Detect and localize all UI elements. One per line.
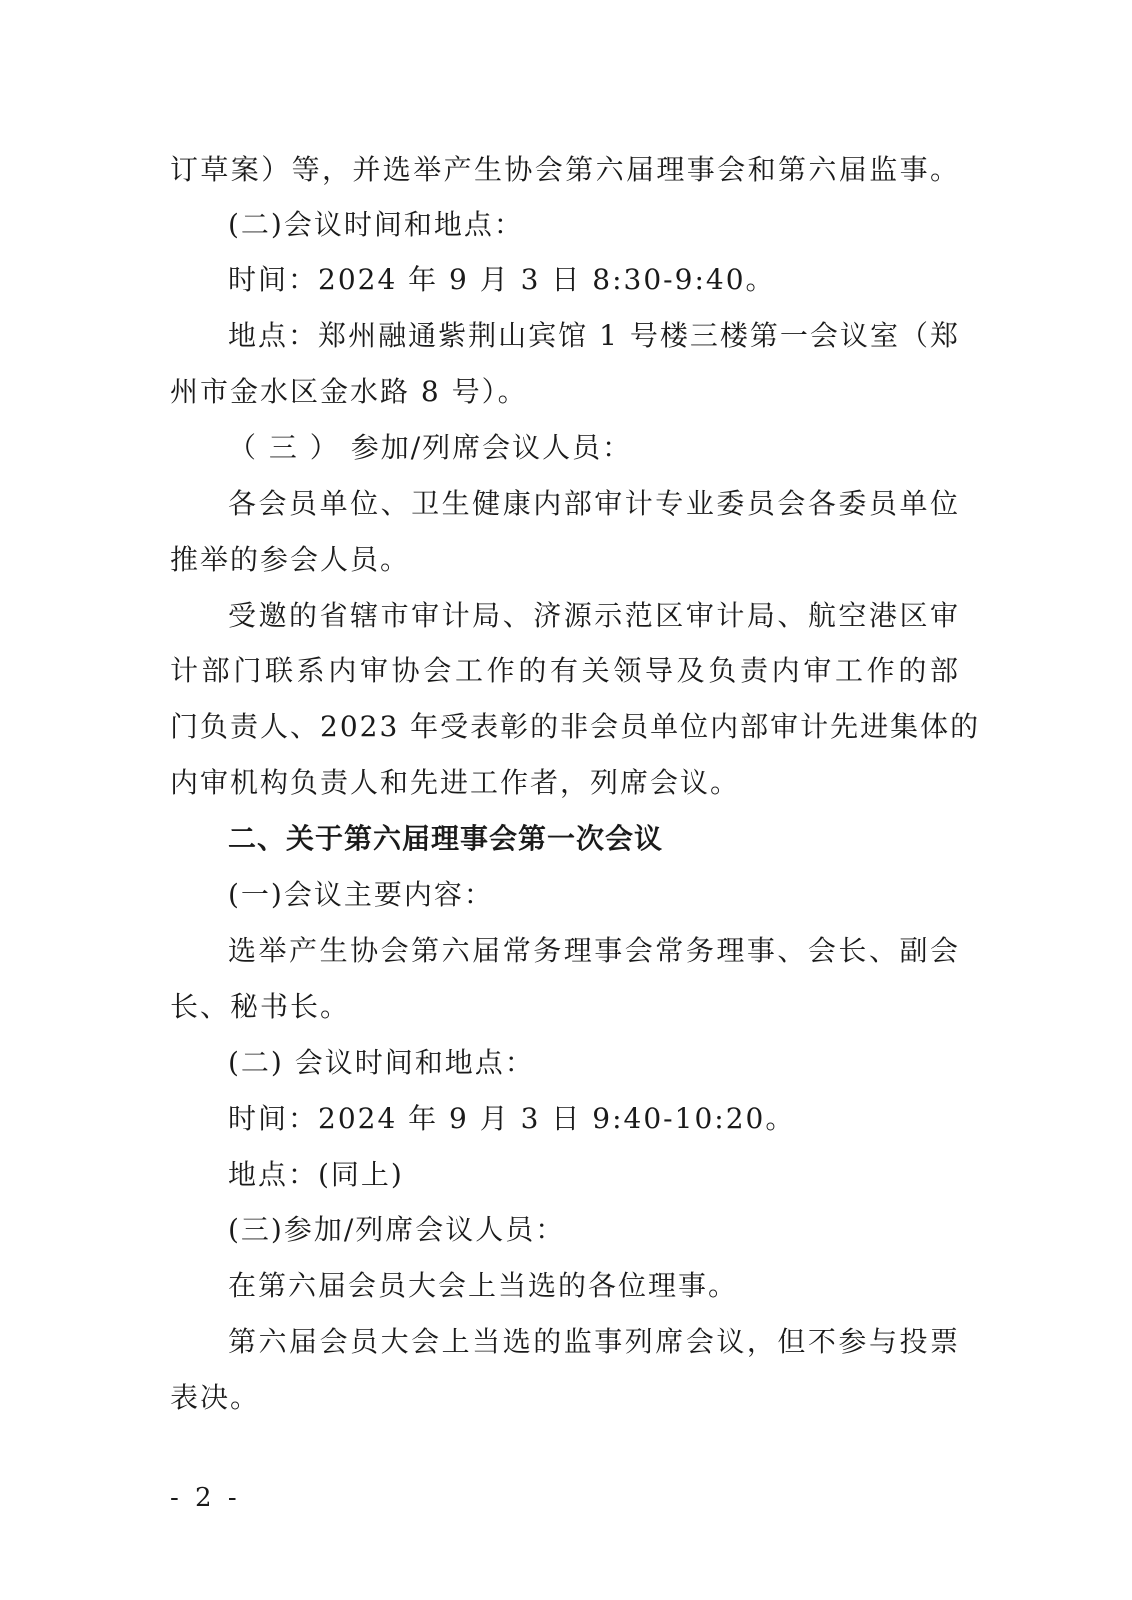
invited-line-3: 门负责人、2023 年受表彰的非会员单位内部审计先进集体的: [170, 710, 981, 743]
meeting-place-line-2: 地点：(同上): [228, 1158, 404, 1191]
subheading-attendees-2: (三)参加/列席会议人员：: [228, 1213, 566, 1246]
main-content-line-2: 长、秘书长。: [170, 990, 351, 1023]
meeting-time-line-2: 时间：2024 年 9 月 3 日 9:40-10:20。: [228, 1102, 796, 1135]
supervisors-line-1: 第六届会员大会上当选的监事列席会议，但不参与投票: [228, 1325, 960, 1358]
text-line-1: 订草案）等，并选举产生协会第六届理事会和第六届监事。: [170, 153, 960, 186]
subheading-main-content: (一)会议主要内容：: [228, 878, 494, 911]
attendees-line-2: 推举的参会人员。: [170, 543, 411, 576]
supervisors-line-2: 表决。: [170, 1381, 261, 1414]
section-heading-board-meeting: 二、关于第六届理事会第一次会议: [228, 822, 664, 855]
attendees-2-line-1: 在第六届会员大会上当选的各位理事。: [228, 1269, 739, 1302]
meeting-time-line: 时间：2024 年 9 月 3 日 8:30-9:40。: [228, 263, 776, 296]
invited-line-4: 内审机构负责人和先进工作者，列席会议。: [170, 766, 741, 799]
invited-line-2: 计部门联系内审协会工作的有关领导及负责内审工作的部: [170, 654, 960, 687]
page-number: - 2 -: [170, 1483, 241, 1513]
meeting-place-line-cont: 州市金水区金水路 8 号）。: [170, 375, 528, 408]
main-content-line-1: 选举产生协会第六届常务理事会常务理事、会长、副会: [228, 934, 960, 967]
subheading-meeting-time-place-2: (二) 会议时间和地点：: [228, 1046, 535, 1079]
invited-line-1: 受邀的省辖市审计局、济源示范区审计局、航空港区审: [228, 599, 960, 632]
subheading-attendees: （ 三 ） 参加/列席会议人员：: [228, 431, 633, 464]
subheading-meeting-time-place: (二)会议时间和地点：: [228, 208, 524, 241]
attendees-line-1: 各会员单位、卫生健康内部审计专业委员会各委员单位: [228, 487, 960, 520]
meeting-place-line: 地点：郑州融通紫荆山宾馆 1 号楼三楼第一会议室（郑: [228, 319, 960, 352]
